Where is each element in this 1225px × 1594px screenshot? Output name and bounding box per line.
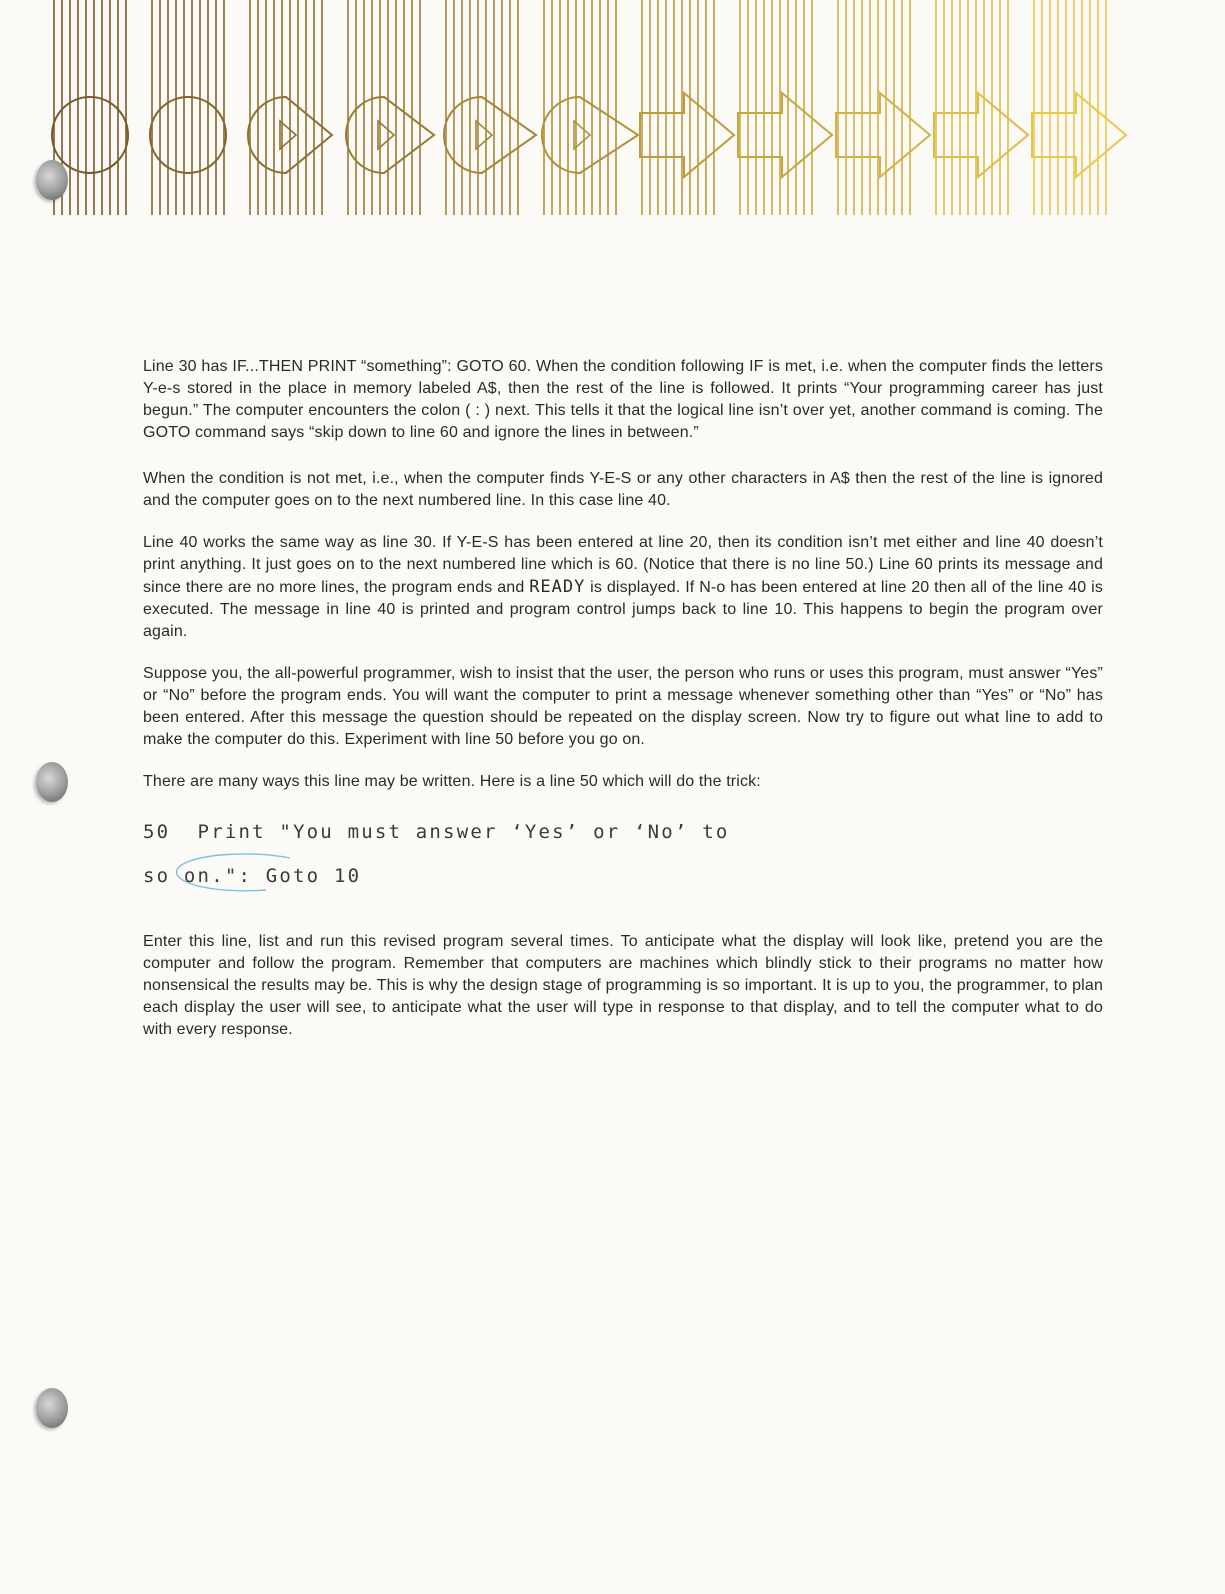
banner-motif (248, 0, 332, 215)
banner-motif (640, 0, 734, 215)
paragraph-text: is displayed. If N-o has been entered at line 20 then all of the line 40 is executed. The message in line 40 is printed and program control jumps back to line 10. This happens to begin the program over again. (143, 579, 1103, 640)
code-line: 50 Print "You must answer ‘Yes’ or ‘No’ to (143, 821, 730, 843)
binder-hole (36, 762, 68, 802)
pen-circle-mark (170, 852, 294, 896)
binder-hole (36, 1388, 68, 1428)
binder-hole (36, 160, 68, 200)
code-line: so on.": Goto 10 (143, 865, 362, 887)
banner-motif (836, 0, 930, 215)
ready-keyword: READY (529, 577, 586, 597)
banner-motif (150, 0, 226, 215)
paragraph-text: Line 40 works the same way as line 30. If Y-E-S has been entered at line 20, then its condition isn’t met either and line 40 doesn’t print anything. It just goes on to the next numbered line which is 60. (Notice that there is no line 50.) Line 60 prints its message and since there are no more lines, the program ends and (143, 534, 1103, 596)
banner-motif (738, 0, 832, 215)
paragraph (143, 532, 1103, 643)
paragraph: Line 30 has IF...THEN PRINT “something”: GOTO 60. When the condition following IF is met, i.e. when the computer finds the letters Y-e-s stored in the place in memory labeled A$, then the rest of the line is followed. It prints “Your programming career has just begun.” The computer encounters the colon ( : ) next. This tells it that the logical line isn’t over yet, another command is coming. The GOTO command says “skip down to line 60 and ignore the lines in between.” (143, 358, 1103, 441)
banner-motif (542, 0, 638, 215)
paragraph: Enter this line, list and run this revised program several times. To anticipate what the display will look like, pretend you are the computer and follow the program. Remember that computers are machines which blindly stick to their programs no matter how nonsensical the results may be. This is why the design stage of programming is so important. It is up to you, the programmer, to plan each display the user will see, to anticipate what the user will type in response to that display, and to tell the computer what to do with every response. (143, 933, 1103, 1038)
paragraph: When the condition is not met, i.e., when the computer finds Y-E-S or any other characters in A$ then the rest of the line is ignored and the computer goes on to the next numbered line. In this case line 40. (143, 470, 1103, 509)
banner-motif (346, 0, 434, 215)
paragraph: There are many ways this line may be written. Here is a line 50 which will do the trick: (143, 773, 761, 790)
decorative-banner (0, 0, 1225, 225)
banner-motif (934, 0, 1028, 215)
banner-motif (1032, 0, 1126, 215)
page-body (143, 356, 1103, 1061)
banner-motif (444, 0, 536, 215)
paragraph: Suppose you, the all-powerful programmer, wish to insist that the user, the person who runs or uses this program, must answer “Yes” or “No” before the program ends. You will want the computer to print a message whenever something other than “Yes” or “No” has been entered. After this message the question should be repeated on the display screen. Now try to figure out what line to add to make the computer do this. Experiment with line 50 before you go on. (143, 665, 1103, 748)
